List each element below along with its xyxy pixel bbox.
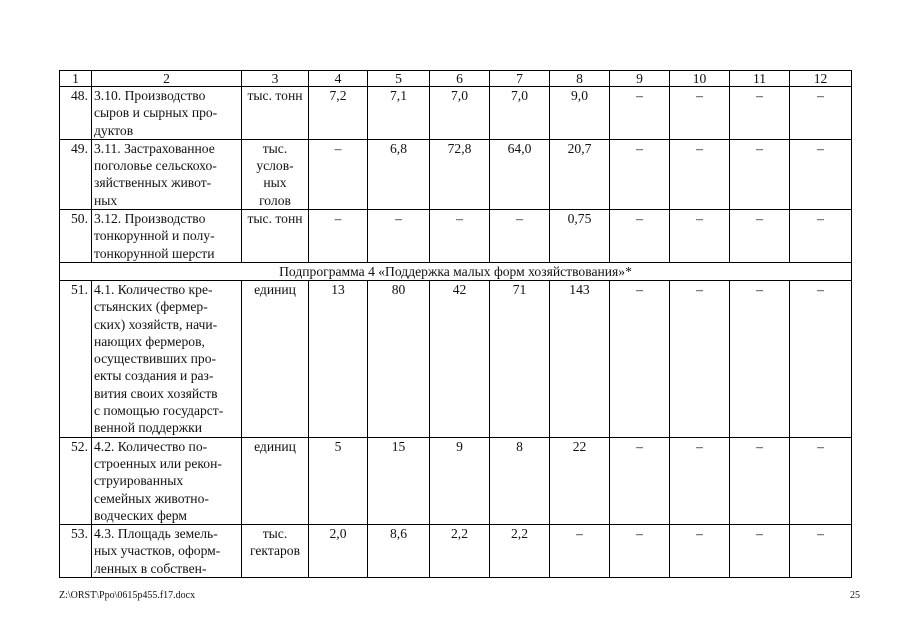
unit-line: тыс. тонн xyxy=(247,88,303,103)
row-number: 49. xyxy=(60,139,92,209)
unit-line: гектаров xyxy=(249,543,300,559)
unit-line: услов- xyxy=(256,158,294,174)
value-cell: 6,8 xyxy=(368,139,430,209)
indicator-name xyxy=(92,210,242,263)
value-cell: – xyxy=(670,280,730,437)
row-number: 50. xyxy=(60,210,92,263)
value-cell: – xyxy=(670,437,730,524)
column-number: 1 xyxy=(60,71,92,87)
table-row xyxy=(60,210,852,263)
table-row xyxy=(60,437,852,524)
indicator-name-line: зяйственных живот- xyxy=(94,175,212,191)
column-number: 12 xyxy=(790,71,852,87)
value-cell: – xyxy=(790,87,852,140)
indicator-name xyxy=(92,87,242,140)
page-number: 25 xyxy=(850,590,860,601)
indicator-name-line: вития своих хозяйств xyxy=(94,385,218,401)
column-number: 10 xyxy=(670,71,730,87)
value-cell: – xyxy=(790,437,852,524)
value-cell: – xyxy=(790,139,852,209)
indicator-name-line: водческих ферм xyxy=(94,507,187,523)
indicator-name-line: сыров и сырных про- xyxy=(94,105,218,121)
value-cell: 7,2 xyxy=(309,87,368,140)
indicator-name-line: нающих фермеров, xyxy=(94,333,205,349)
unit-of-measure xyxy=(242,525,309,578)
table-row xyxy=(60,87,852,140)
value-cell: – xyxy=(430,210,490,263)
column-number: 6 xyxy=(430,71,490,87)
unit-of-measure xyxy=(242,280,309,437)
indicator-name-line: екты создания и раз- xyxy=(94,368,214,384)
value-cell: – xyxy=(670,210,730,263)
value-cell: 71 xyxy=(490,280,550,437)
unit-line: ных xyxy=(263,175,287,191)
file-path: Z:\ORST\Ppo\0615p455.f17.docx xyxy=(59,590,196,601)
value-cell: – xyxy=(610,87,670,140)
indicator-name xyxy=(92,139,242,209)
column-number: 3 xyxy=(242,71,309,87)
value-cell: – xyxy=(490,210,550,263)
indicator-name-line: ных xyxy=(94,192,118,208)
value-cell: 42 xyxy=(430,280,490,437)
unit-line: тыс. xyxy=(262,526,288,542)
indicator-name-line: тонкорунной и полу- xyxy=(94,228,215,244)
value-cell: 2,0 xyxy=(309,525,368,578)
value-cell: – xyxy=(610,139,670,209)
value-cell: – xyxy=(790,280,852,437)
value-cell: – xyxy=(610,210,670,263)
value-cell: – xyxy=(610,280,670,437)
indicator-name-line: ных участков, оформ- xyxy=(94,543,221,559)
value-cell: – xyxy=(730,139,790,209)
value-cell: 15 xyxy=(368,437,430,524)
value-cell: 2,2 xyxy=(490,525,550,578)
table-body xyxy=(60,71,852,578)
unit-of-measure xyxy=(242,437,309,524)
value-cell: 5 xyxy=(309,437,368,524)
value-cell: – xyxy=(730,280,790,437)
unit-line: тыс. xyxy=(262,140,288,156)
subprogram-row xyxy=(60,262,852,280)
value-cell: 7,1 xyxy=(368,87,430,140)
value-cell: 0,75 xyxy=(550,210,610,263)
value-cell: – xyxy=(730,525,790,578)
indicator-name-line: дуктов xyxy=(94,122,134,138)
value-cell: – xyxy=(790,210,852,263)
indicator-name-line: 4.2. Количество по- xyxy=(94,438,208,454)
indicator-name-line: венной поддержки xyxy=(94,420,203,436)
indicators-table xyxy=(59,70,852,578)
indicator-name-line: строенных или рекон- xyxy=(94,455,222,471)
value-cell: 9 xyxy=(430,437,490,524)
indicator-name xyxy=(92,437,242,524)
indicator-name-line: поголовье сельскохо- xyxy=(94,158,217,174)
column-number: 11 xyxy=(730,71,790,87)
indicator-name xyxy=(92,280,242,437)
indicator-name-line: осуществивших про- xyxy=(94,351,217,367)
value-cell: 22 xyxy=(550,437,610,524)
value-cell: 20,7 xyxy=(550,139,610,209)
indicator-name-line: 4.1. Количество кре- xyxy=(94,281,213,297)
value-cell: – xyxy=(670,525,730,578)
indicator-name-line: 3.12. Производство xyxy=(94,211,206,227)
indicator-name-line: с помощью государст- xyxy=(94,403,224,419)
table-row xyxy=(60,139,852,209)
value-cell: 64,0 xyxy=(490,139,550,209)
unit-of-measure xyxy=(242,210,309,263)
unit-of-measure xyxy=(242,139,309,209)
indicator-name-line: стьянских (фермер- xyxy=(94,299,208,315)
value-cell: – xyxy=(790,525,852,578)
value-cell: – xyxy=(670,139,730,209)
value-cell: 80 xyxy=(368,280,430,437)
unit-line: единиц xyxy=(254,438,296,454)
row-number: 51. xyxy=(60,280,92,437)
value-cell: – xyxy=(730,437,790,524)
row-number: 52. xyxy=(60,437,92,524)
subprogram-title: Подпрограмма 4 «Поддержка малых форм хозяйствования»* xyxy=(60,262,852,280)
value-cell: 8 xyxy=(490,437,550,524)
indicator-name-line: 3.10. Производство xyxy=(94,88,206,103)
column-number: 5 xyxy=(368,71,430,87)
value-cell: 7,0 xyxy=(490,87,550,140)
value-cell: 8,6 xyxy=(368,525,430,578)
column-number: 9 xyxy=(610,71,670,87)
row-number: 48. xyxy=(60,87,92,140)
indicator-name-line: семейных животно- xyxy=(94,490,209,506)
value-cell: 143 xyxy=(550,280,610,437)
table-row xyxy=(60,525,852,578)
value-cell: 9,0 xyxy=(550,87,610,140)
value-cell: – xyxy=(368,210,430,263)
indicator-name-line: тонкорунной шерсти xyxy=(94,245,215,261)
indicator-name-line: 3.11. Застрахованное xyxy=(94,140,215,156)
value-cell: – xyxy=(730,210,790,263)
value-cell: – xyxy=(670,87,730,140)
value-cell: 72,8 xyxy=(430,139,490,209)
indicator-name-line: 4.3. Площадь земель- xyxy=(94,526,218,542)
column-number: 4 xyxy=(309,71,368,87)
value-cell: 13 xyxy=(309,280,368,437)
unit-of-measure xyxy=(242,87,309,140)
value-cell: – xyxy=(309,139,368,209)
column-number: 2 xyxy=(92,71,242,87)
value-cell: – xyxy=(309,210,368,263)
value-cell: – xyxy=(610,437,670,524)
value-cell: – xyxy=(610,525,670,578)
indicator-name-line: ленных в собствен- xyxy=(94,560,207,576)
table-row xyxy=(60,280,852,437)
column-number: 7 xyxy=(490,71,550,87)
indicator-name-line: ских) хозяйств, начи- xyxy=(94,316,218,332)
column-number-row xyxy=(60,71,852,87)
value-cell: – xyxy=(550,525,610,578)
unit-line: голов xyxy=(259,192,291,208)
value-cell: 7,0 xyxy=(430,87,490,140)
column-number: 8 xyxy=(550,71,610,87)
unit-line: тыс. тонн xyxy=(247,211,303,227)
value-cell: – xyxy=(730,87,790,140)
indicator-name xyxy=(92,525,242,578)
row-number: 53. xyxy=(60,525,92,578)
value-cell: 2,2 xyxy=(430,525,490,578)
unit-line: единиц xyxy=(254,281,296,297)
indicator-name-line: струированных xyxy=(94,473,184,489)
